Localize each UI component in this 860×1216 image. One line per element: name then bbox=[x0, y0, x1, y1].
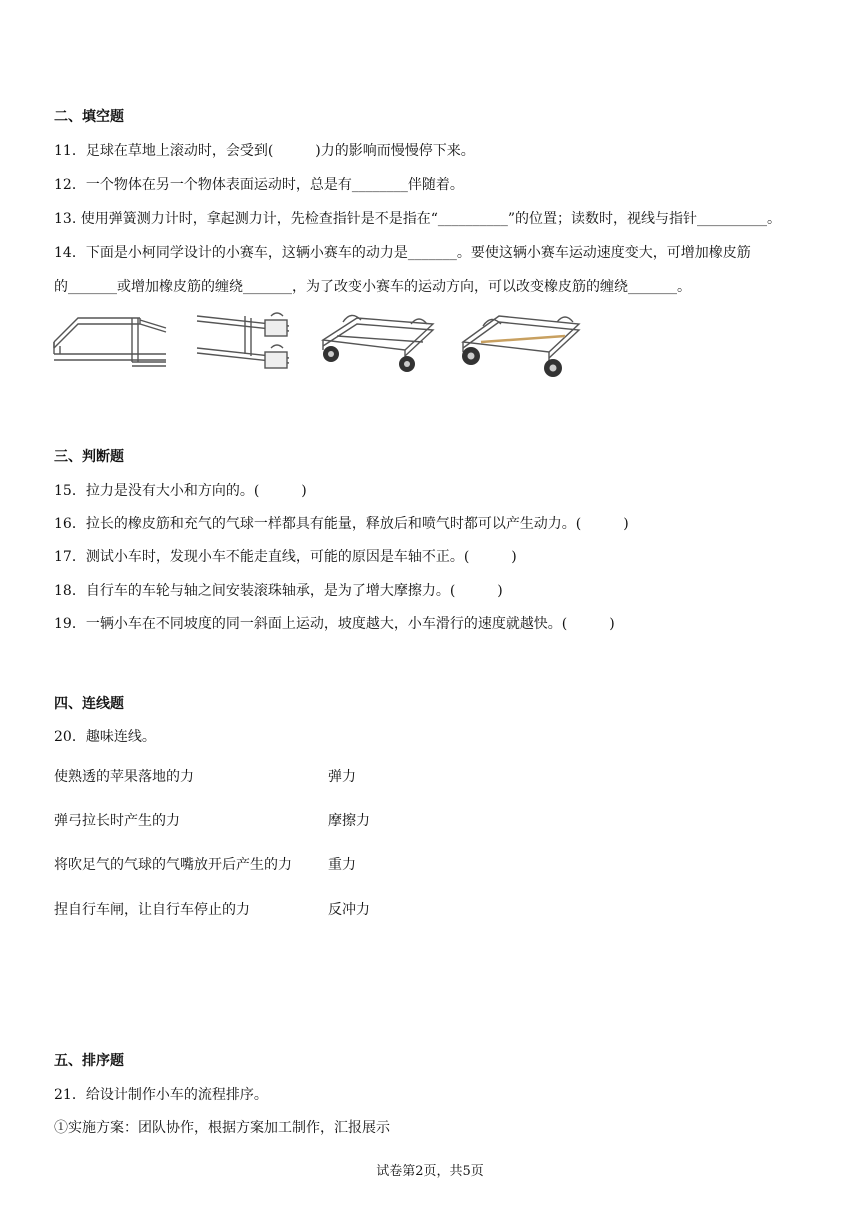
match-left-item: 将吹足气的气球的气嘴放开后产生的力 bbox=[54, 857, 292, 873]
question-16: 16．拉长的橡皮筋和充气的气球一样都具有能量，释放后和喷气时都可以产生动力。( ) bbox=[54, 516, 629, 532]
race-car-build-steps-illustration bbox=[48, 306, 588, 390]
match-right-item: 弹力 bbox=[328, 769, 356, 785]
question-15: 15．拉力是没有大小和方向的。( ) bbox=[54, 483, 307, 499]
section-title-matching: 四、连线题 bbox=[54, 696, 124, 712]
ordering-step-1: ①实施方案：团队协作，根据方案加工制作，汇报展示 bbox=[54, 1120, 390, 1136]
question-13: 13. 使用弹簧测力计时，拿起测力计，先检查指针是不是指在“__________”的位置；读数时，视线与指针__________。 bbox=[54, 211, 782, 227]
match-left-item: 捏自行车闸，让自行车停止的力 bbox=[54, 902, 250, 918]
question-12: 12．一个物体在另一个物体表面运动时，总是有________伴随着。 bbox=[54, 177, 464, 193]
question-21: 21．给设计制作小车的流程排序。 bbox=[54, 1087, 268, 1103]
match-right-item: 摩擦力 bbox=[328, 813, 370, 829]
section-title-fill-blank: 二、填空题 bbox=[54, 109, 124, 125]
match-left-item: 弹弓拉长时产生的力 bbox=[54, 813, 180, 829]
car-frame-step-1 bbox=[54, 318, 166, 366]
question-14-line-2: 的_______或增加橡皮筋的缠绕_______，为了改变小赛车的运动方向，可以改变橡皮筋的缠绕_______。 bbox=[54, 279, 691, 295]
car-frame-step-4 bbox=[462, 316, 579, 377]
section-title-ordering: 五、排序题 bbox=[54, 1053, 124, 1069]
match-left-item: 使熟透的苹果落地的力 bbox=[54, 769, 194, 785]
question-18: 18．自行车的车轮与轴之间安装滚珠轴承，是为了增大摩擦力。( ) bbox=[54, 583, 503, 599]
question-11: 11．足球在草地上滚动时，会受到( )力的影响而慢慢停下来。 bbox=[54, 143, 475, 159]
section-title-true-false: 三、判断题 bbox=[54, 449, 124, 465]
question-17: 17．测试小车时，发现小车不能走直线，可能的原因是车轴不正。( ) bbox=[54, 549, 517, 565]
car-frame-step-3 bbox=[323, 315, 433, 372]
question-20: 20．趣味连线。 bbox=[54, 729, 156, 745]
question-19: 19．一辆小车在不同坡度的同一斜面上运动，坡度越大，小车滑行的速度就越快。( ) bbox=[54, 616, 615, 632]
match-right-item: 重力 bbox=[328, 857, 356, 873]
page-footer: 试卷第2页，共5页 bbox=[376, 1164, 484, 1179]
question-14-line-1: 14．下面是小柯同学设计的小赛车，这辆小赛车的动力是_______。要使这辆小赛车运动速度变大，可增加橡皮筋 bbox=[54, 245, 751, 261]
car-frame-step-2 bbox=[197, 313, 289, 368]
match-right-item: 反冲力 bbox=[328, 902, 370, 918]
